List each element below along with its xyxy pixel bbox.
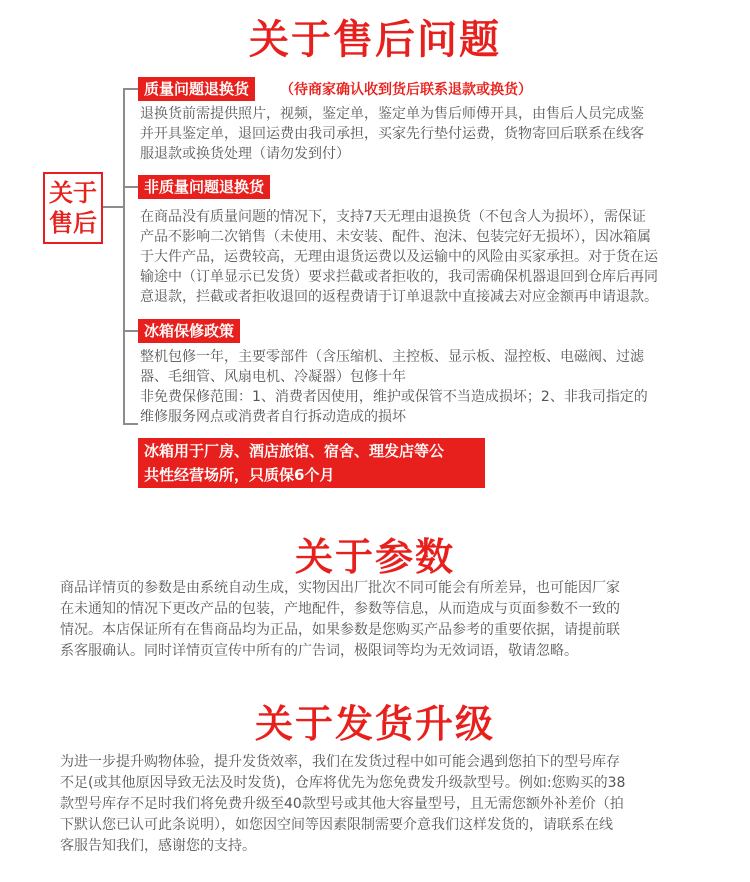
text-line: 冰箱用于厂房、酒店旅馆、宿舍、理发店等公	[144, 442, 445, 460]
text-line: 款型号库存不足时我们将免费升级至40款型号或其他大容量型号，且无需您额外补差价（拍	[60, 796, 624, 812]
text-line: 系客服确认。同时详情页宣传中所有的广告词，极限词等均为无效词语，敬请忽略。	[60, 643, 578, 659]
side-label-bottom: 售后	[49, 209, 97, 237]
text-line: 不足(或其他原因导致无法及时发货)，仓库将优先为您免费发升级款型号。例如:您购买的38	[60, 775, 626, 791]
aftersale-title: 关于售后问题	[249, 17, 501, 63]
text-line: 整机包修一年，主要零部件（含压缩机、主控板、显示板、湿控板、电磁阀、过滤	[140, 349, 644, 365]
quality-return-text	[140, 104, 725, 164]
text-line: 产品不影响二次销售（未使用、未安装、配件、泡沫、包装完好无损坏），因冰箱属	[140, 229, 651, 245]
text-line: 输途中（订单显示已发货）要求拦截或者拒收的，我司需确保机器退回到仓库后再同	[140, 269, 658, 285]
tree-connector-line	[103, 206, 125, 208]
aftersale-side-label	[43, 172, 103, 244]
text-line: 客服告知我们，感谢您的支持。	[60, 838, 256, 854]
tree-tick	[123, 186, 138, 188]
text-line: 意退款，拦截或者拒收退回的返程费请于订单退款中直接减去对应金额再申请退款。	[140, 289, 658, 305]
side-label-top: 关于	[49, 179, 97, 207]
text-line: 为进一步提升购物体验，提升发货效率，我们在发货过程中如可能会遇到您拍下的型号库存	[60, 754, 620, 770]
text-line: 并开具鉴定单，退回运费由我司承担，买家先行垫付运费，货物寄回后联系在线客	[140, 126, 644, 142]
text-line: 下默认您已认可此条说明），如您因空间等因素限制需要介意我们这样发货的，请联系在线	[60, 817, 613, 833]
text-line: 服退款或换货处理（请勿发到付）	[140, 146, 350, 162]
commercial-use-notice	[138, 438, 485, 488]
warranty-policy-text	[140, 347, 725, 427]
text-line: 退换货前需提供照片，视频，鉴定单，鉴定单为售后师傅开具，由售后人员完成鉴	[140, 106, 644, 122]
tree-vertical-line	[123, 88, 125, 424]
tree-tick	[123, 330, 138, 332]
warranty-policy-tag: 冰箱保修政策	[138, 319, 240, 343]
shipping-title: 关于发货升级	[254, 702, 495, 746]
nonquality-return-text	[140, 207, 725, 307]
nonquality-return-tag: 非质量问题退换货	[138, 175, 270, 199]
text-line: 在商品没有质量问题的情况下，支持7天无理由退换货（不包含人为损坏），需保证	[140, 209, 646, 225]
tree-tick	[123, 423, 138, 425]
text-line: 商品详情页的参数是由系统自动生成，实物因出厂批次不同可能会有所差异，也可能因厂家	[60, 580, 620, 596]
params-title: 关于参数	[294, 535, 455, 579]
text-line: 共性经营场所，只质保6个月	[144, 466, 335, 484]
text-line: 情况。本店保证所有在售商品均为正品，如果参数是您购买产品参考的重要依据，请提前联	[60, 622, 620, 638]
text-line: 维修服务网点或消费者自行拆动造成的损坏	[140, 409, 406, 425]
params-text	[60, 578, 715, 662]
text-line: 非免费保修范围：1、消费者因使用，维护或保管不当造成损坏；2、非我司指定的	[140, 389, 648, 405]
quality-return-tag: 质量问题退换货	[138, 77, 255, 101]
text-line: 于大件产品，运费较高，无理由退货运费以及运输中的风险由买家承担。对于货在运	[140, 249, 658, 265]
tree-tick	[123, 88, 138, 90]
text-line: 器、毛细管、风扇电机、冷凝器）包修十年	[140, 369, 406, 385]
quality-return-note: （待商家确认收到货后联系退款或换货）	[280, 82, 532, 98]
shipping-text	[60, 752, 715, 857]
text-line: 在未通知的情况下更改产品的包装，产地配件，参数等信息，从而造成与页面参数不一致的	[60, 601, 620, 617]
